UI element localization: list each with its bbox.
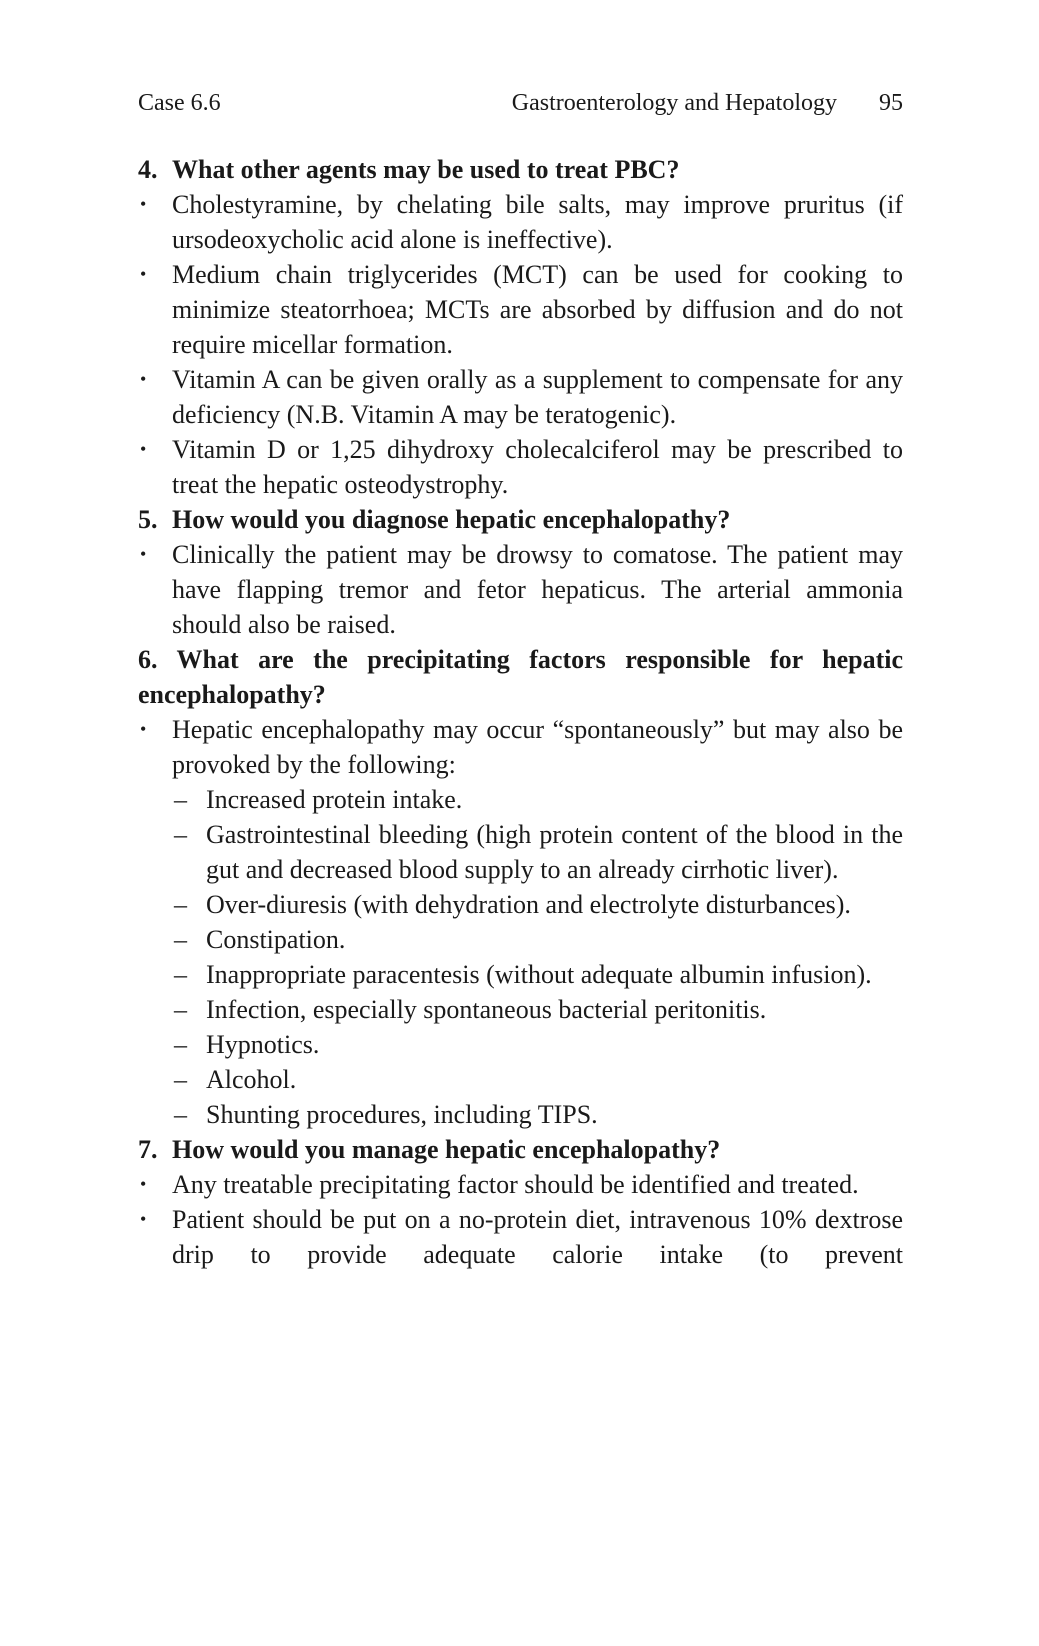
dash-marker: –	[174, 1100, 187, 1129]
question-text: How would you manage hepatic encephalopathy?	[172, 1135, 721, 1164]
question-heading	[138, 642, 903, 712]
section-title: Gastroenterology and Hepatology	[511, 90, 837, 116]
question-number: 6.	[138, 645, 158, 674]
bullet-text: Cholestyramine, by chelating bile salts, may improve pruritus (if ursodeoxycholic acid alone is ineffective).	[172, 190, 903, 254]
bullet-marker: •	[140, 194, 147, 214]
running-head-right	[512, 86, 903, 120]
sub-item-text: Alcohol.	[206, 1065, 297, 1094]
case-label: Case 6.6	[138, 90, 221, 116]
book-page	[138, 86, 903, 1272]
sub-list-item	[172, 992, 903, 1027]
bullet-marker: •	[140, 1174, 147, 1194]
dash-marker: –	[174, 785, 187, 814]
running-head	[138, 86, 903, 120]
bullet-marker: •	[140, 544, 147, 564]
sub-list-item	[172, 782, 903, 817]
dash-marker: –	[174, 960, 187, 989]
sub-item-text: Infection, especially spontaneous bacterial peritonitis.	[206, 995, 767, 1024]
dash-marker: –	[174, 820, 187, 849]
sub-list-item	[172, 1027, 903, 1062]
question-heading	[138, 1132, 903, 1167]
bullet-marker: •	[140, 1209, 147, 1229]
question-heading	[138, 502, 903, 537]
sub-list-item	[172, 1062, 903, 1097]
dash-marker: –	[174, 925, 187, 954]
sub-item-text: Constipation.	[206, 925, 346, 954]
bullet-marker: •	[140, 369, 147, 389]
dash-marker: –	[174, 890, 187, 919]
sub-item-text: Inappropriate paracentesis (without adequate albumin infusion).	[206, 960, 872, 989]
bullet-text: Hepatic encephalopathy may occur “spontaneously” but may also be provoked by the following:	[172, 715, 903, 779]
bullet-item	[138, 432, 903, 502]
question-text: What other agents may be used to treat PBC?	[172, 155, 680, 184]
bullet-item	[138, 712, 903, 782]
bullet-item	[138, 537, 903, 642]
bullet-item	[138, 187, 903, 257]
bullet-text: Vitamin D or 1,25 dihydroxy cholecalciferol may be prescribed to treat the hepatic osteodystrophy.	[172, 435, 903, 499]
bullet-item	[138, 362, 903, 432]
bullet-text: Medium chain triglycerides (MCT) can be used for cooking to minimize steatorrhoea; MCTs are absorbed by diffusion and do not require micellar formation.	[172, 260, 903, 359]
bullet-item	[138, 1202, 903, 1272]
sub-list-item	[172, 1097, 903, 1132]
question-number: 4.	[138, 155, 158, 184]
sub-list-item	[172, 922, 903, 957]
sub-item-text: Over-diuresis (with dehydration and electrolyte disturbances).	[206, 890, 851, 919]
bullet-marker: •	[140, 719, 147, 739]
dash-marker: –	[174, 1065, 187, 1094]
dash-marker: –	[174, 1030, 187, 1059]
sub-list-item	[172, 887, 903, 922]
sub-item-text: Shunting procedures, including TIPS.	[206, 1100, 598, 1129]
dash-marker: –	[174, 995, 187, 1024]
bullet-text: Patient should be put on a no-protein diet, intravenous 10% dextrose drip to provide adequate calorie intake (to prevent	[172, 1205, 903, 1269]
bullet-text: Any treatable precipitating factor should be identified and treated.	[172, 1170, 859, 1199]
question-text: What are the precipitating factors responsible for hepatic encephalopathy?	[138, 645, 903, 709]
bullet-item	[138, 257, 903, 362]
question-text: How would you diagnose hepatic encephalopathy?	[172, 505, 731, 534]
sub-item-text: Increased protein intake.	[206, 785, 463, 814]
page-number: 95	[879, 90, 903, 116]
bullet-text: Vitamin A can be given orally as a supplement to compensate for any deficiency (N.B. Vitamin A may be teratogenic).	[172, 365, 903, 429]
question-number: 5.	[138, 505, 158, 534]
page-content	[138, 152, 903, 1272]
bullet-text: Clinically the patient may be drowsy to comatose. The patient may have flapping tremor and fetor hepaticus. The arterial ammonia should also be raised.	[172, 540, 903, 639]
bullet-marker: •	[140, 439, 147, 459]
sub-item-text: Hypnotics.	[206, 1030, 320, 1059]
bullet-marker: •	[140, 264, 147, 284]
question-heading	[138, 152, 903, 187]
question-number: 7.	[138, 1135, 158, 1164]
sub-list-item	[172, 957, 903, 992]
sub-list-item	[172, 817, 903, 887]
bullet-item	[138, 1167, 903, 1202]
sub-item-text: Gastrointestinal bleeding (high protein content of the blood in the gut and decreased blood supply to an already cirrhotic liver).	[206, 820, 903, 884]
